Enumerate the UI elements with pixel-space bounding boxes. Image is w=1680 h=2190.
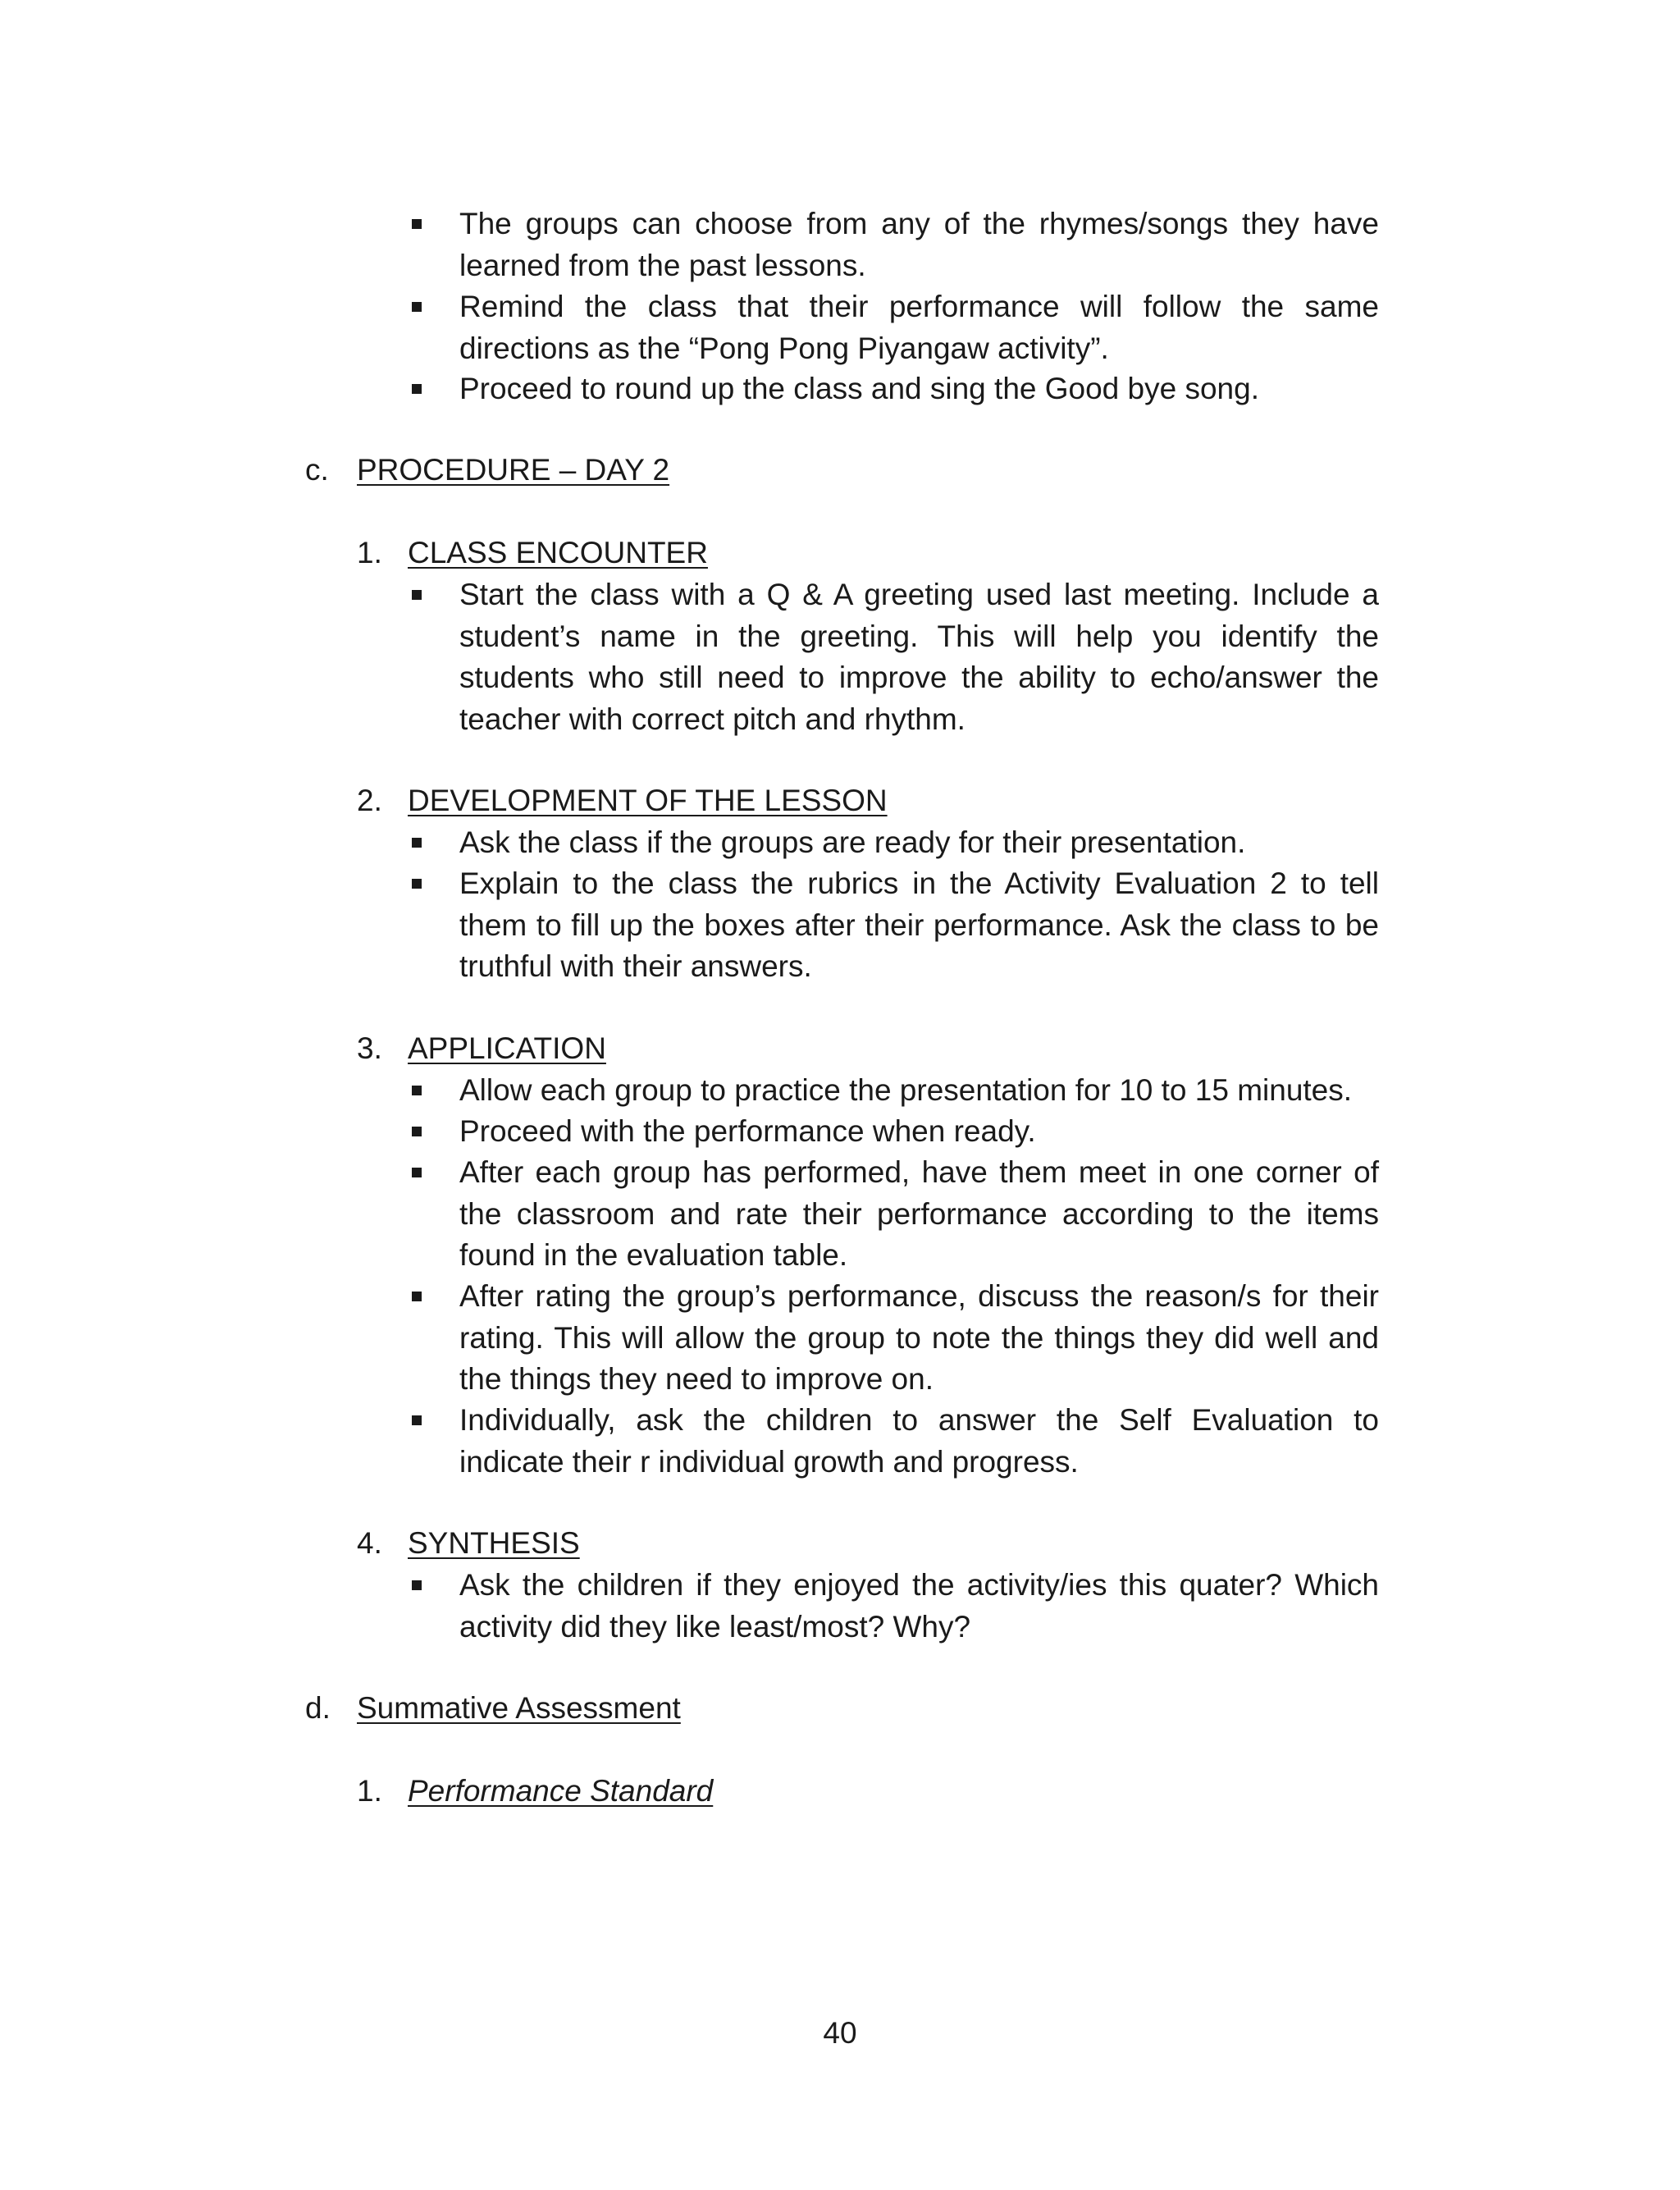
square-bullet-icon bbox=[412, 1580, 422, 1590]
square-bullet-icon bbox=[412, 1292, 422, 1301]
bullet-text: Ask the class if the groups are ready for their presentation. bbox=[459, 825, 1246, 859]
bullet-text: Proceed to round up the class and sing the Good bye song. bbox=[459, 372, 1259, 405]
section-c-title: PROCEDURE – DAY 2 bbox=[357, 453, 670, 487]
section-c-heading bbox=[305, 450, 329, 491]
square-bullet-icon bbox=[412, 590, 422, 600]
class-encounter-bullet-1 bbox=[459, 574, 1379, 740]
bullet-text: After rating the group’s performance, discuss the reason/s for their rating. This will allow the group to note the things they did well and the things they need to improve on. bbox=[459, 1279, 1379, 1396]
intro-bullet-1 bbox=[459, 203, 1379, 286]
bullet-text: Allow each group to practice the presentation for 10 to 15 minutes. bbox=[459, 1073, 1353, 1107]
square-bullet-icon bbox=[412, 879, 422, 889]
bullet-text: Individually, ask the children to answer the Self Evaluation to indicate their r individual growth and progress. bbox=[459, 1403, 1379, 1479]
intro-bullet-2 bbox=[459, 286, 1379, 369]
bullet-text: After each group has performed, have them meet in one corner of the classroom and rate their performance according to the items found in the evaluation table. bbox=[459, 1155, 1379, 1272]
development-bullet-2 bbox=[459, 863, 1379, 988]
section-d-marker: d. bbox=[305, 1691, 331, 1725]
bullet-text: Start the class with a Q & A greeting used last meeting. Include a student’s name in the greeting. This will help you identify the students who still need to improve the ability to echo/answer the teacher with correct pitch and rhythm. bbox=[459, 578, 1379, 736]
section-d-title: Summative Assessment bbox=[357, 1691, 681, 1725]
square-bullet-icon bbox=[412, 838, 422, 848]
application-bullet-2 bbox=[459, 1111, 1379, 1153]
item-number: 2. bbox=[357, 784, 382, 817]
item-number: 1. bbox=[357, 536, 382, 569]
item-number: 4. bbox=[357, 1526, 382, 1560]
application-bullet-5 bbox=[459, 1400, 1379, 1483]
bullet-text: Proceed with the performance when ready. bbox=[459, 1114, 1036, 1148]
bullet-text: Ask the children if they enjoyed the activity/ies this quater? Which activity did they like least/most? Why? bbox=[459, 1568, 1379, 1644]
square-bullet-icon bbox=[412, 1086, 422, 1095]
bullet-text: Remind the class that their performance will follow the same directions as the “Pong Pong Piyangaw activity”. bbox=[459, 290, 1379, 365]
square-bullet-icon bbox=[412, 302, 422, 312]
bullet-text: The groups can choose from any of the rhymes/songs they have learned from the past lessons. bbox=[459, 207, 1379, 282]
item-title-application: APPLICATION bbox=[408, 1031, 606, 1065]
application-bullet-1 bbox=[459, 1070, 1379, 1112]
application-bullet-4 bbox=[459, 1276, 1379, 1401]
square-bullet-icon bbox=[412, 1415, 422, 1425]
square-bullet-icon bbox=[412, 219, 422, 229]
item-title-performance-standard: Performance Standard bbox=[408, 1774, 714, 1808]
square-bullet-icon bbox=[412, 384, 422, 394]
bullet-text: Explain to the class the rubrics in the Activity Evaluation 2 to tell them to fill up the boxes after their performance. Ask the class to be truthful with their answers. bbox=[459, 866, 1379, 983]
square-bullet-icon bbox=[412, 1168, 422, 1177]
item-number: 3. bbox=[357, 1031, 382, 1065]
page-number: 40 bbox=[823, 2016, 857, 2050]
development-bullet-1 bbox=[459, 822, 1379, 864]
application-bullet-3 bbox=[459, 1152, 1379, 1277]
item-number: 1. bbox=[357, 1774, 382, 1808]
item-title-development: DEVELOPMENT OF THE LESSON bbox=[408, 784, 888, 817]
item-title-synthesis: SYNTHESIS bbox=[408, 1526, 580, 1560]
section-marker: c. bbox=[305, 453, 329, 487]
square-bullet-icon bbox=[412, 1127, 422, 1136]
intro-bullet-3 bbox=[459, 368, 1379, 410]
item-title-class-encounter: CLASS ENCOUNTER bbox=[408, 536, 708, 569]
synthesis-bullet-1 bbox=[459, 1565, 1379, 1648]
